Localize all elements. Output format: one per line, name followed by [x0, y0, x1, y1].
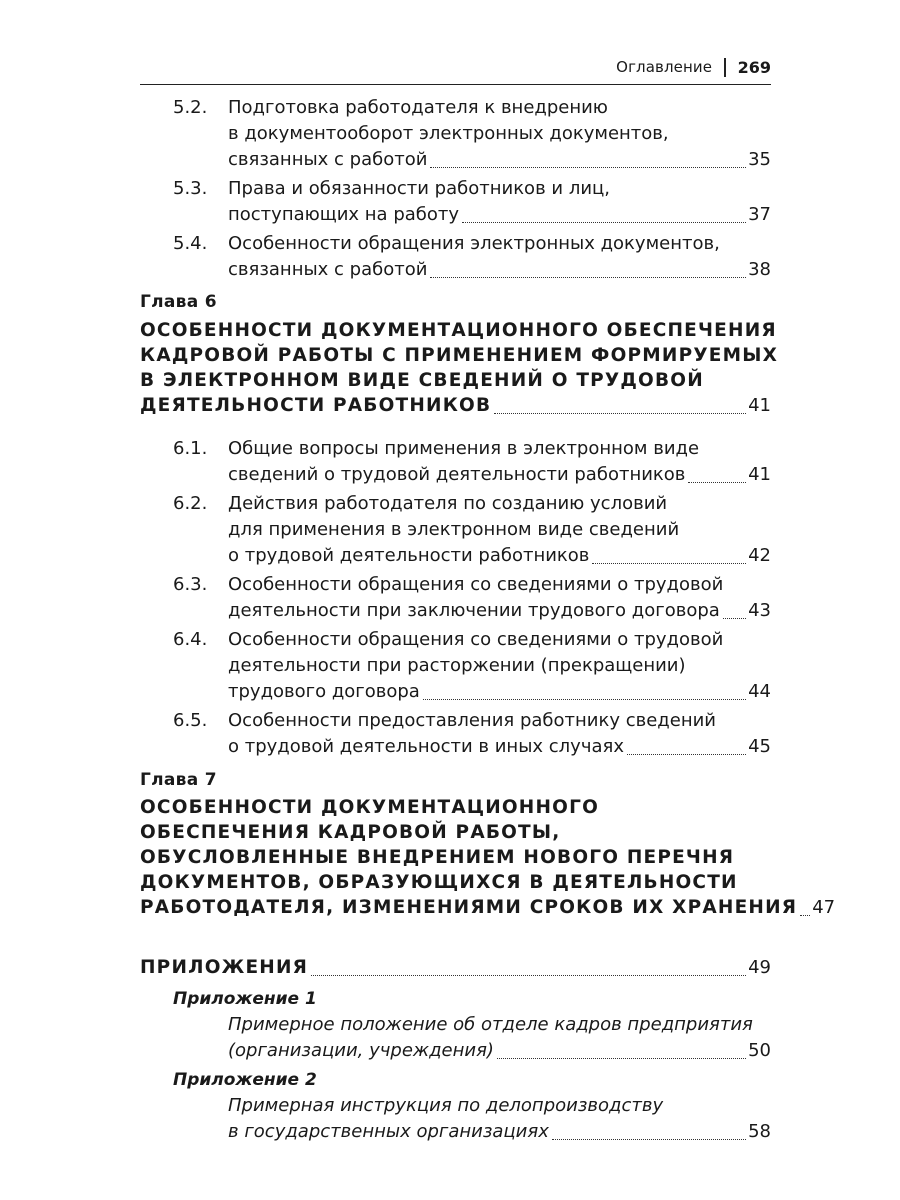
- chapter-title-line: КАДРОВОЙ РАБОТЫ С ПРИМЕНЕНИЕМ ФОРМИРУЕМЫХ: [140, 345, 779, 366]
- dot-leader: [430, 167, 746, 168]
- dot-leader: [430, 277, 746, 278]
- dot-leader: [723, 618, 746, 619]
- entry-leader-line: [228, 147, 771, 173]
- entry-leader-line: [228, 598, 771, 624]
- entry-number: 6.2.: [173, 493, 208, 514]
- entry-text-line: Особенности обращения электронных документов,: [228, 233, 720, 254]
- dot-leader: [592, 563, 746, 564]
- chapter-title-line: ДОКУМЕНТОВ, ОБРАЗУЮЩИХСЯ В ДЕЯТЕЛЬНОСТИ: [140, 872, 738, 893]
- running-header: [140, 58, 771, 85]
- entry-text-line: Права и обязанности работников и лиц,: [228, 178, 610, 199]
- entry-number: 6.5.: [173, 710, 208, 731]
- appendices-page: 49: [748, 957, 771, 978]
- dot-leader: [494, 413, 746, 414]
- entry-page: 42: [748, 545, 771, 566]
- entry-page: 43: [748, 600, 771, 621]
- page-number: 269: [737, 58, 771, 77]
- appendix-leader-line: [228, 1038, 771, 1064]
- entry-page: 45: [748, 736, 771, 757]
- chapter-leader-line: [140, 393, 771, 419]
- entry-page: 44: [748, 681, 771, 702]
- entry-page: 41: [748, 464, 771, 485]
- entry-page: 38: [748, 259, 771, 280]
- chapter-title-line: ОСОБЕННОСТИ ДОКУМЕНТАЦИОННОГО ОБЕСПЕЧЕНИЯ: [140, 320, 777, 341]
- entry-text-line: для применения в электронном виде сведений: [228, 519, 680, 540]
- appendix-label: Приложение 1: [173, 989, 317, 1009]
- entry-leader-line: [228, 543, 771, 569]
- entry-leader-line: [228, 257, 771, 283]
- entry-text-line: о трудовой деятельности в иных случаях: [228, 736, 624, 757]
- chapter-title-line: ОБУСЛОВЛЕННЫЕ ВНЕДРЕНИЕМ НОВОГО ПЕРЕЧНЯ: [140, 847, 735, 868]
- entry-number: 6.4.: [173, 629, 208, 650]
- entry-text-line: деятельности при расторжении (прекращении): [228, 655, 686, 676]
- entry-text-line: поступающих на работу: [228, 204, 460, 225]
- chapter-page: 47: [812, 897, 836, 918]
- entry-number: 5.2.: [173, 97, 208, 118]
- dot-leader: [462, 222, 746, 223]
- entry-text-line: о трудовой деятельности работников: [228, 545, 590, 566]
- entry-text-line: Действия работодателя по созданию условий: [228, 493, 668, 514]
- entry-leader-line: [228, 679, 771, 705]
- dot-leader: [688, 482, 746, 483]
- entry-leader-line: [228, 462, 771, 488]
- appendix-label: Приложение 2: [173, 1070, 317, 1090]
- entry-text-line: трудового договора: [228, 681, 420, 702]
- entry-page: 35: [748, 149, 771, 170]
- entry-number: 5.3.: [173, 178, 208, 199]
- entry-page: 37: [748, 204, 771, 225]
- chapter-label: Глава 7: [140, 770, 217, 790]
- chapter-title-line: В ЭЛЕКТРОННОМ ВИДЕ СВЕДЕНИЙ О ТРУДОВОЙ: [140, 370, 704, 391]
- entry-text-line: Особенности обращения со сведениями о трудовой: [228, 574, 724, 595]
- entry-number: 6.3.: [173, 574, 208, 595]
- chapter-leader-line: [140, 895, 836, 921]
- chapter-page: 41: [748, 395, 771, 416]
- entry-text-line: в документооборот электронных документов,: [228, 123, 669, 144]
- appendix-text-line: в государственных организациях: [228, 1121, 549, 1142]
- entry-text-line: деятельности при заключении трудового договора: [228, 600, 720, 621]
- dot-leader: [311, 975, 746, 976]
- running-header-title: Оглавление: [616, 58, 713, 76]
- entry-text-line: Особенности предоставления работнику сведений: [228, 710, 716, 731]
- entry-text-line: сведений о трудовой деятельности работников: [228, 464, 686, 485]
- appendix-text-line: Примерная инструкция по делопроизводству: [228, 1095, 664, 1116]
- appendix-text-line: Примерное положение об отделе кадров предприятия: [228, 1014, 753, 1035]
- appendix-text-line: (организации, учреждения): [228, 1040, 494, 1061]
- chapter-title-line: РАБОТОДАТЕЛЯ, ИЗМЕНЕНИЯМИ СРОКОВ ИХ ХРАНЕНИЯ: [140, 897, 798, 918]
- chapter-title-line: ДЕЯТЕЛЬНОСТИ РАБОТНИКОВ: [140, 395, 492, 416]
- header-separator: [724, 58, 726, 77]
- entry-text-line: Общие вопросы применения в электронном виде: [228, 438, 700, 459]
- dot-leader: [627, 754, 746, 755]
- entry-text-line: связанных с работой: [228, 149, 428, 170]
- dot-leader: [800, 915, 810, 916]
- appendix-page: 58: [748, 1121, 771, 1142]
- entry-number: 5.4.: [173, 233, 208, 254]
- entry-leader-line: [228, 734, 771, 760]
- dot-leader: [552, 1139, 746, 1140]
- chapter-title-line: ОСОБЕННОСТИ ДОКУМЕНТАЦИОННОГО: [140, 797, 600, 818]
- appendices-title: ПРИЛОЖЕНИЯ: [140, 957, 309, 978]
- appendices-leader-line: [140, 955, 771, 981]
- dot-leader: [423, 699, 746, 700]
- entry-number: 6.1.: [173, 438, 208, 459]
- chapter-label: Глава 6: [140, 292, 217, 312]
- entry-text-line: связанных с работой: [228, 259, 428, 280]
- entry-text-line: Особенности обращения со сведениями о трудовой: [228, 629, 724, 650]
- dot-leader: [497, 1058, 746, 1059]
- entry-leader-line: [228, 202, 771, 228]
- entry-text-line: Подготовка работодателя к внедрению: [228, 97, 608, 118]
- appendix-page: 50: [748, 1040, 771, 1061]
- chapter-title-line: ОБЕСПЕЧЕНИЯ КАДРОВОЙ РАБОТЫ,: [140, 822, 561, 843]
- appendix-leader-line: [228, 1119, 771, 1145]
